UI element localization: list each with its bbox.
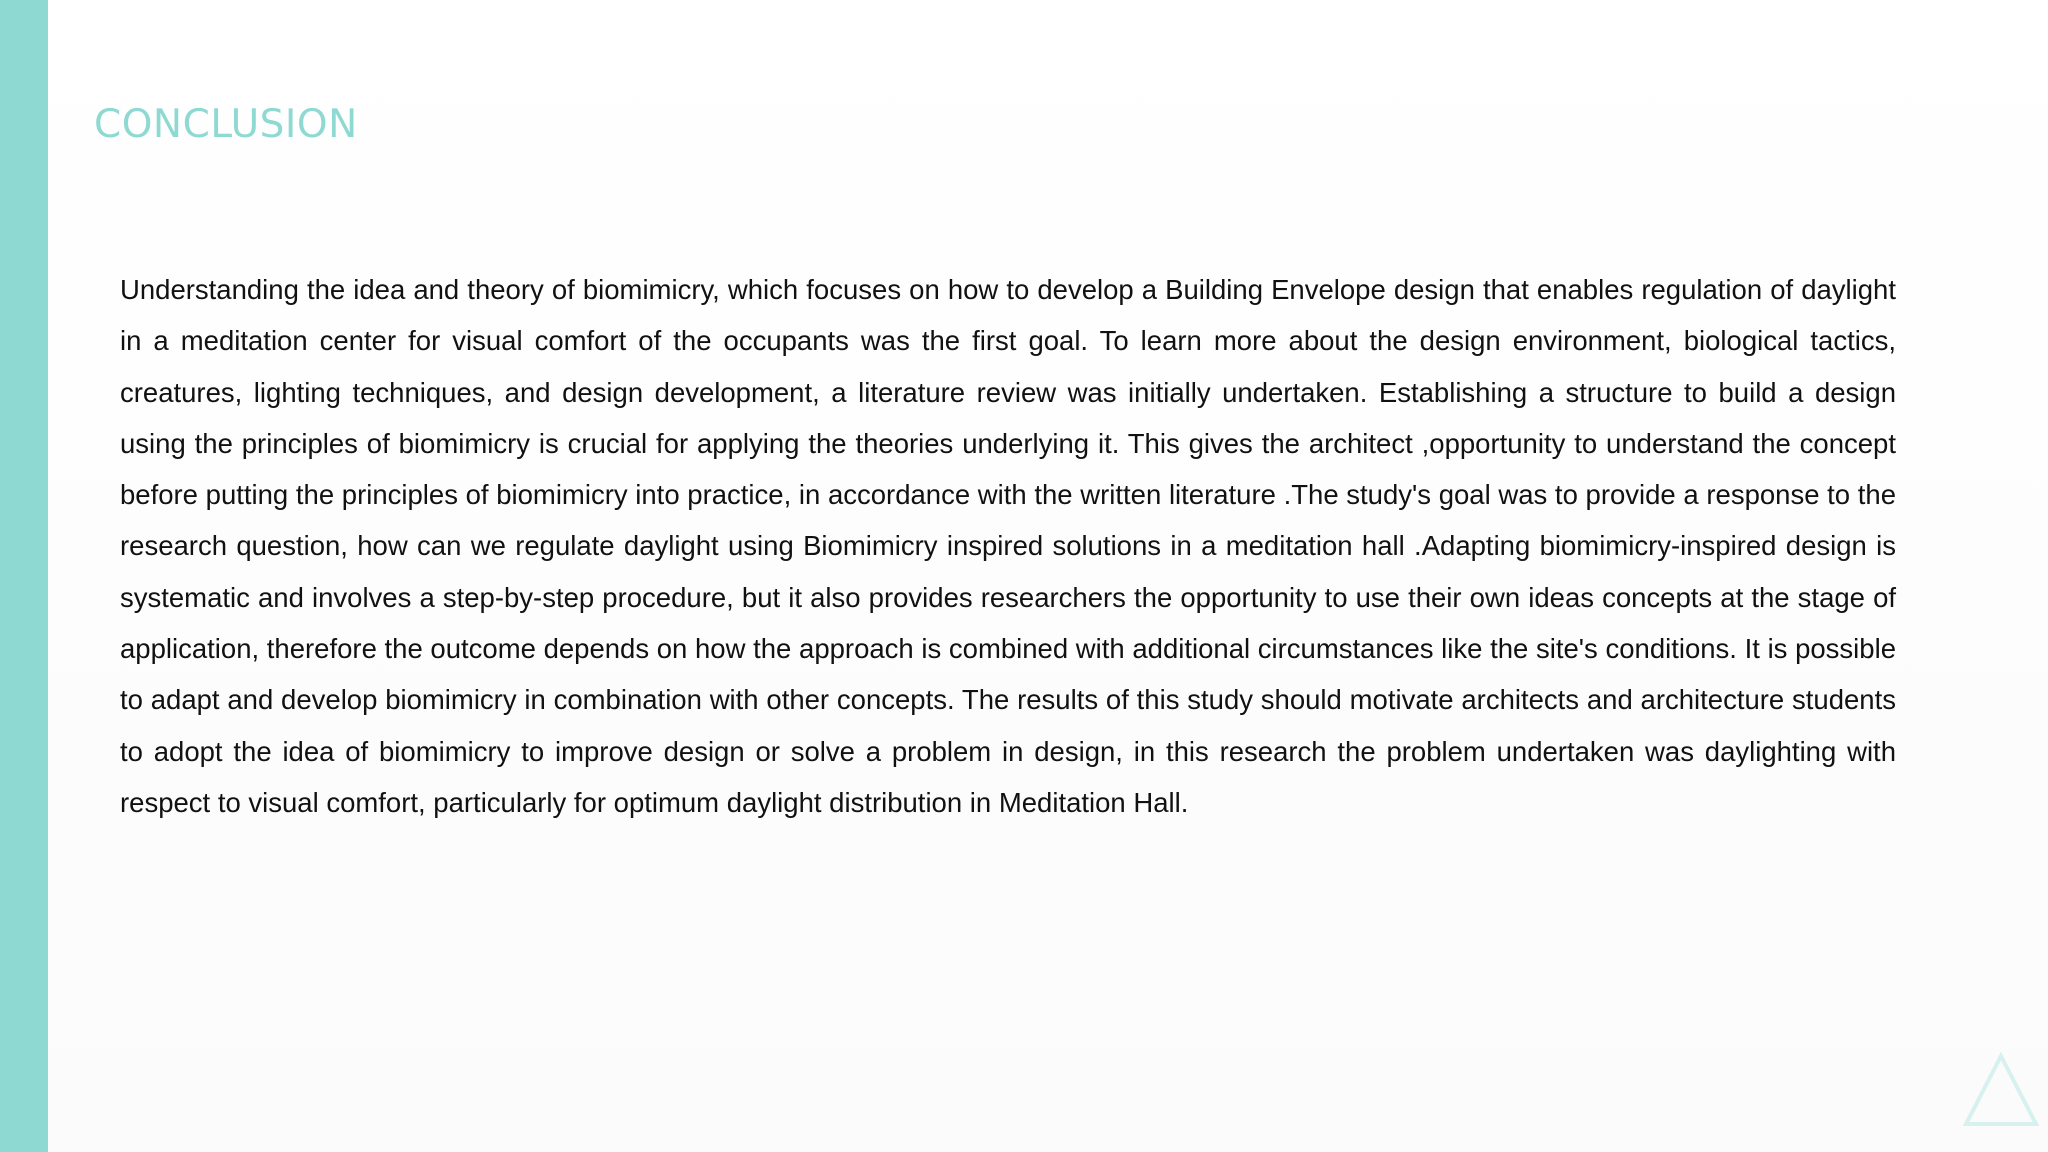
slide-title: CONCLUSION bbox=[94, 102, 358, 147]
triangle-shape bbox=[1966, 1056, 2036, 1124]
accent-bar bbox=[0, 0, 48, 1152]
outline-triangle-icon bbox=[1962, 1052, 2040, 1128]
conclusion-paragraph: Understanding the idea and theory of biomimicry, which focuses on how to develop a Building Envelope design that enables regulation of daylight in a meditation center for visual comfort of the occupants was the first goal. To learn more about the design environment, biological tactics, creatures, lighting techniques, and design development, a literature review was initially undertaken. Establishing a structure to build a design using the principles of biomimicry is crucial for applying the theories underlying it. This gives the architect ,opportunity to understand the concept before putting the principles of biomimicry into practice, in accordance with the written literature .The study's goal was to provide a response to the research question, how can we regulate daylight using Biomimicry inspired solutions in a meditation hall .Adapting biomimicry-inspired design is systematic and involves a step-by-step procedure, but it also provides researchers the opportunity to use their own ideas concepts at the stage of application, therefore the outcome depends on how the approach is combined with additional circumstances like the site's conditions. It is possible to adapt and develop biomimicry in combination with other concepts. The results of this study should motivate architects and architecture students to adopt the idea of biomimicry to improve design or solve a problem in design, in this research the problem undertaken was daylighting with respect to visual comfort, particularly for optimum daylight distribution in Meditation Hall. bbox=[120, 274, 1896, 818]
